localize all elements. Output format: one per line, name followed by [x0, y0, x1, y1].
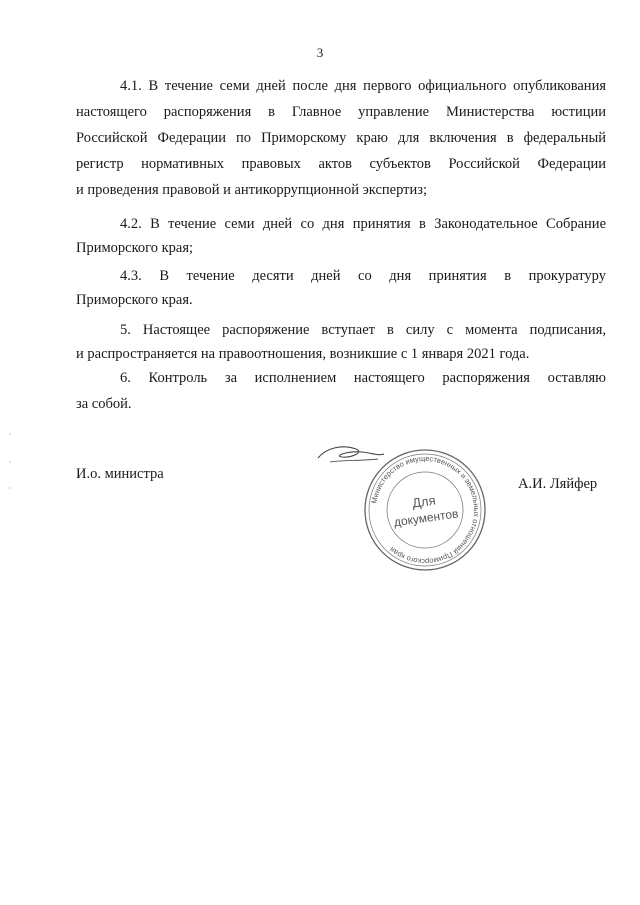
paragraph-4-1-line-4: регистр нормативных правовых актов субъектов Российской Федерации [76, 156, 606, 172]
official-stamp [360, 445, 490, 575]
stamp-center-line-1: Для [411, 492, 437, 511]
paragraph-4-1-line-5: и проведения правовой и антикоррупционной экспертиз; [76, 182, 428, 198]
page-number: 3 [316, 45, 324, 60]
paragraph-5-line-1: 5. Настоящее распоряжение вступает в силу с момента подписания, [120, 322, 606, 338]
paragraph-6-line-2: за собой. [76, 396, 132, 412]
paragraph-4-3-line-1: 4.3. В течение десяти дней со дня принятия в прокуратуру [120, 268, 606, 284]
paragraph-4-2-line-1: 4.2. В течение семи дней со дня принятия в Законодательное Собрание [120, 216, 606, 232]
stamp-ring-text: Министерство имущественных и земельных отношений Приморского края [369, 453, 482, 567]
scan-margin-marks [8, 430, 12, 510]
paragraph-4-2-line-2: Приморского края; [76, 240, 194, 256]
paragraph-5-line-2: и распространяется на правоотношения, возникшие с 1 января 2021 года. [76, 346, 530, 362]
paragraph-4-3-line-2: Приморского края. [76, 292, 193, 308]
signatory-name: А.И. Ляйфер [518, 476, 598, 492]
paragraph-6-line-1: 6. Контроль за исполнением настоящего распоряжения оставляю [120, 370, 606, 386]
stamp-center-line-2: документов [393, 506, 460, 530]
paragraph-4-1-line-2: настоящего распоряжения в Главное управление Министерства юстиции [76, 104, 606, 120]
signatory-role: И.о. министра [76, 466, 164, 482]
paragraph-4-1-line-1: 4.1. В течение семи дней после дня первого официального опубликования [120, 78, 606, 94]
paragraph-4-1-line-3: Российской Федерации по Приморскому краю для включения в федеральный [76, 130, 606, 146]
